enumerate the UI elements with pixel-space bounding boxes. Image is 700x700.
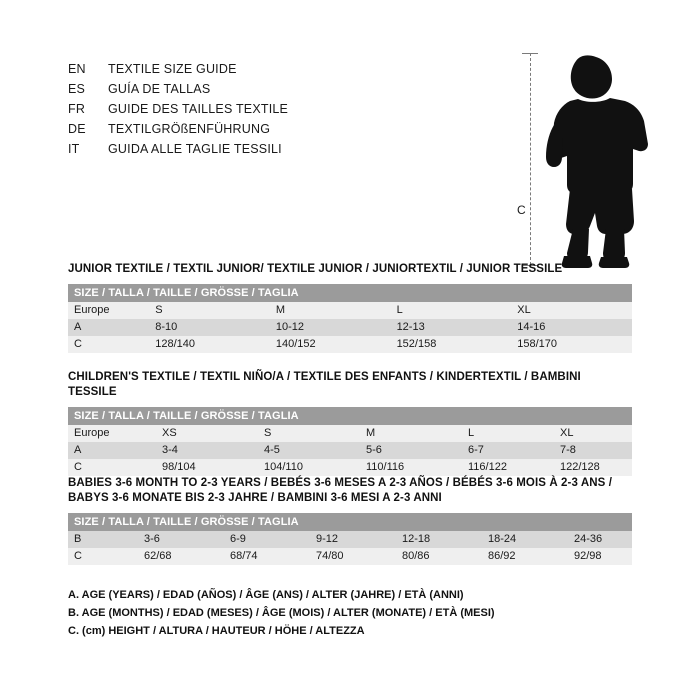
cell-value: 68/74 [224,548,310,565]
section-title: JUNIOR TEXTILE / TEXTIL JUNIOR/ TEXTILE JUNIOR / JUNIORTEXTIL / JUNIOR TESSILE [68,263,563,275]
cell-value: 8-10 [149,319,270,336]
cell-value: 24-36 [568,531,632,548]
legend-line-c: C. (cm) HEIGHT / ALTURA / HAUTEUR / HÖHE / ALTEZZA [68,625,365,637]
table-row [68,319,632,336]
table-header-band [68,284,632,302]
language-code: DE [68,122,86,136]
measure-label-c: C [517,203,526,217]
section-babies [68,476,632,565]
row-label-c: C [68,548,138,565]
table-row [68,459,632,476]
junior-size-table [68,284,632,353]
cell-value: 6-7 [462,442,554,459]
children-size-table [68,407,632,476]
col-header-m: M [270,302,391,319]
cell-value: 10-12 [270,319,391,336]
cell-value: 12-13 [391,319,512,336]
language-title: GUIDA ALLE TAGLIE TESSILI [108,142,282,156]
row-label-b: B [68,531,138,548]
section-title: BABIES 3-6 MONTH TO 2-3 YEARS / BEBÉS 3-6 MESES A 2-3 AÑOS / BÉBÉS 3-6 MOIS À 2-3 ANS / BABYS 3-6 MONATE BIS 2-3 JAHRE / BAMBINI 3-6 MESI A 2-3 ANNI [68,477,612,504]
table-row [68,531,632,548]
measure-tick-top [522,53,538,54]
col-header-xs: XS [156,425,258,442]
col-header-xl: XL [554,425,632,442]
col-header-l: L [462,425,554,442]
cell-value: 92/98 [568,548,632,565]
col-header-m: M [360,425,462,442]
row-label-c: C [68,459,156,476]
col-header-s: S [149,302,270,319]
legend [68,586,495,640]
size-header-label: SIZE / TALLA / TAILLE / GRÖSSE / TAGLIA [68,513,632,531]
language-code: EN [68,62,86,76]
cell-value: 3-6 [138,531,224,548]
cell-value: 62/68 [138,548,224,565]
table-row [68,548,632,565]
row-label-a: A [68,442,156,459]
col-header-xl: XL [511,302,632,319]
size-header-label: SIZE / TALLA / TAILLE / GRÖSSE / TAGLIA [68,284,632,302]
language-list [68,62,488,162]
table-row [68,336,632,353]
language-row-it [68,142,488,162]
col-header-l: L [391,302,512,319]
col-header-europe: Europe [68,302,149,319]
cell-value: 110/116 [360,459,462,476]
babies-size-table [68,513,632,565]
section-junior [68,262,632,353]
language-title: GUÍA DE TALLAS [108,82,211,96]
cell-value: 14-16 [511,319,632,336]
legend-line-a: A. AGE (YEARS) / EDAD (AÑOS) / ÂGE (ANS) / ALTER (JAHRE) / ETÀ (ANNI) [68,589,464,601]
language-code: IT [68,142,80,156]
section-title: CHILDREN'S TEXTILE / TEXTIL NIÑO/A / TEXTILE DES ENFANTS / KINDERTEXTIL / BAMBINI TESSILE [68,371,581,398]
cell-value: 80/86 [396,548,482,565]
cell-value: 6-9 [224,531,310,548]
col-header-s: S [258,425,360,442]
table-row [68,425,632,442]
language-title: TEXTILGRÖßENFÜHRUNG [108,122,271,136]
cell-value: 74/80 [310,548,396,565]
cell-value: 122/128 [554,459,632,476]
table-header-band [68,407,632,425]
language-row-es [68,82,488,102]
language-row-fr [68,102,488,122]
child-silhouette-icon [540,53,660,268]
height-measure-line [530,53,531,265]
section-children [68,370,632,476]
cell-value: 158/170 [511,336,632,353]
table-header-band [68,513,632,531]
table-row [68,442,632,459]
cell-value: 152/158 [391,336,512,353]
col-header-europe: Europe [68,425,156,442]
legend-line-b: B. AGE (MONTHS) / EDAD (MESES) / ÂGE (MOIS) / ALTER (MONATE) / ETÀ (MESI) [68,607,495,619]
language-row-de [68,122,488,142]
row-label-c: C [68,336,149,353]
cell-value: 5-6 [360,442,462,459]
size-header-label: SIZE / TALLA / TAILLE / GRÖSSE / TAGLIA [68,407,632,425]
cell-value: 4-5 [258,442,360,459]
cell-value: 7-8 [554,442,632,459]
row-label-a: A [68,319,149,336]
figure-area [500,45,670,265]
cell-value: 140/152 [270,336,391,353]
language-code: ES [68,82,86,96]
cell-value: 98/104 [156,459,258,476]
cell-value: 9-12 [310,531,396,548]
cell-value: 128/140 [149,336,270,353]
cell-value: 18-24 [482,531,568,548]
language-title: GUIDE DES TAILLES TEXTILE [108,102,289,116]
cell-value: 12-18 [396,531,482,548]
table-row [68,302,632,319]
cell-value: 3-4 [156,442,258,459]
cell-value: 86/92 [482,548,568,565]
cell-value: 116/122 [462,459,554,476]
cell-value: 104/110 [258,459,360,476]
language-title: TEXTILE SIZE GUIDE [108,62,237,76]
language-row-en [68,62,488,82]
language-code: FR [68,102,86,116]
